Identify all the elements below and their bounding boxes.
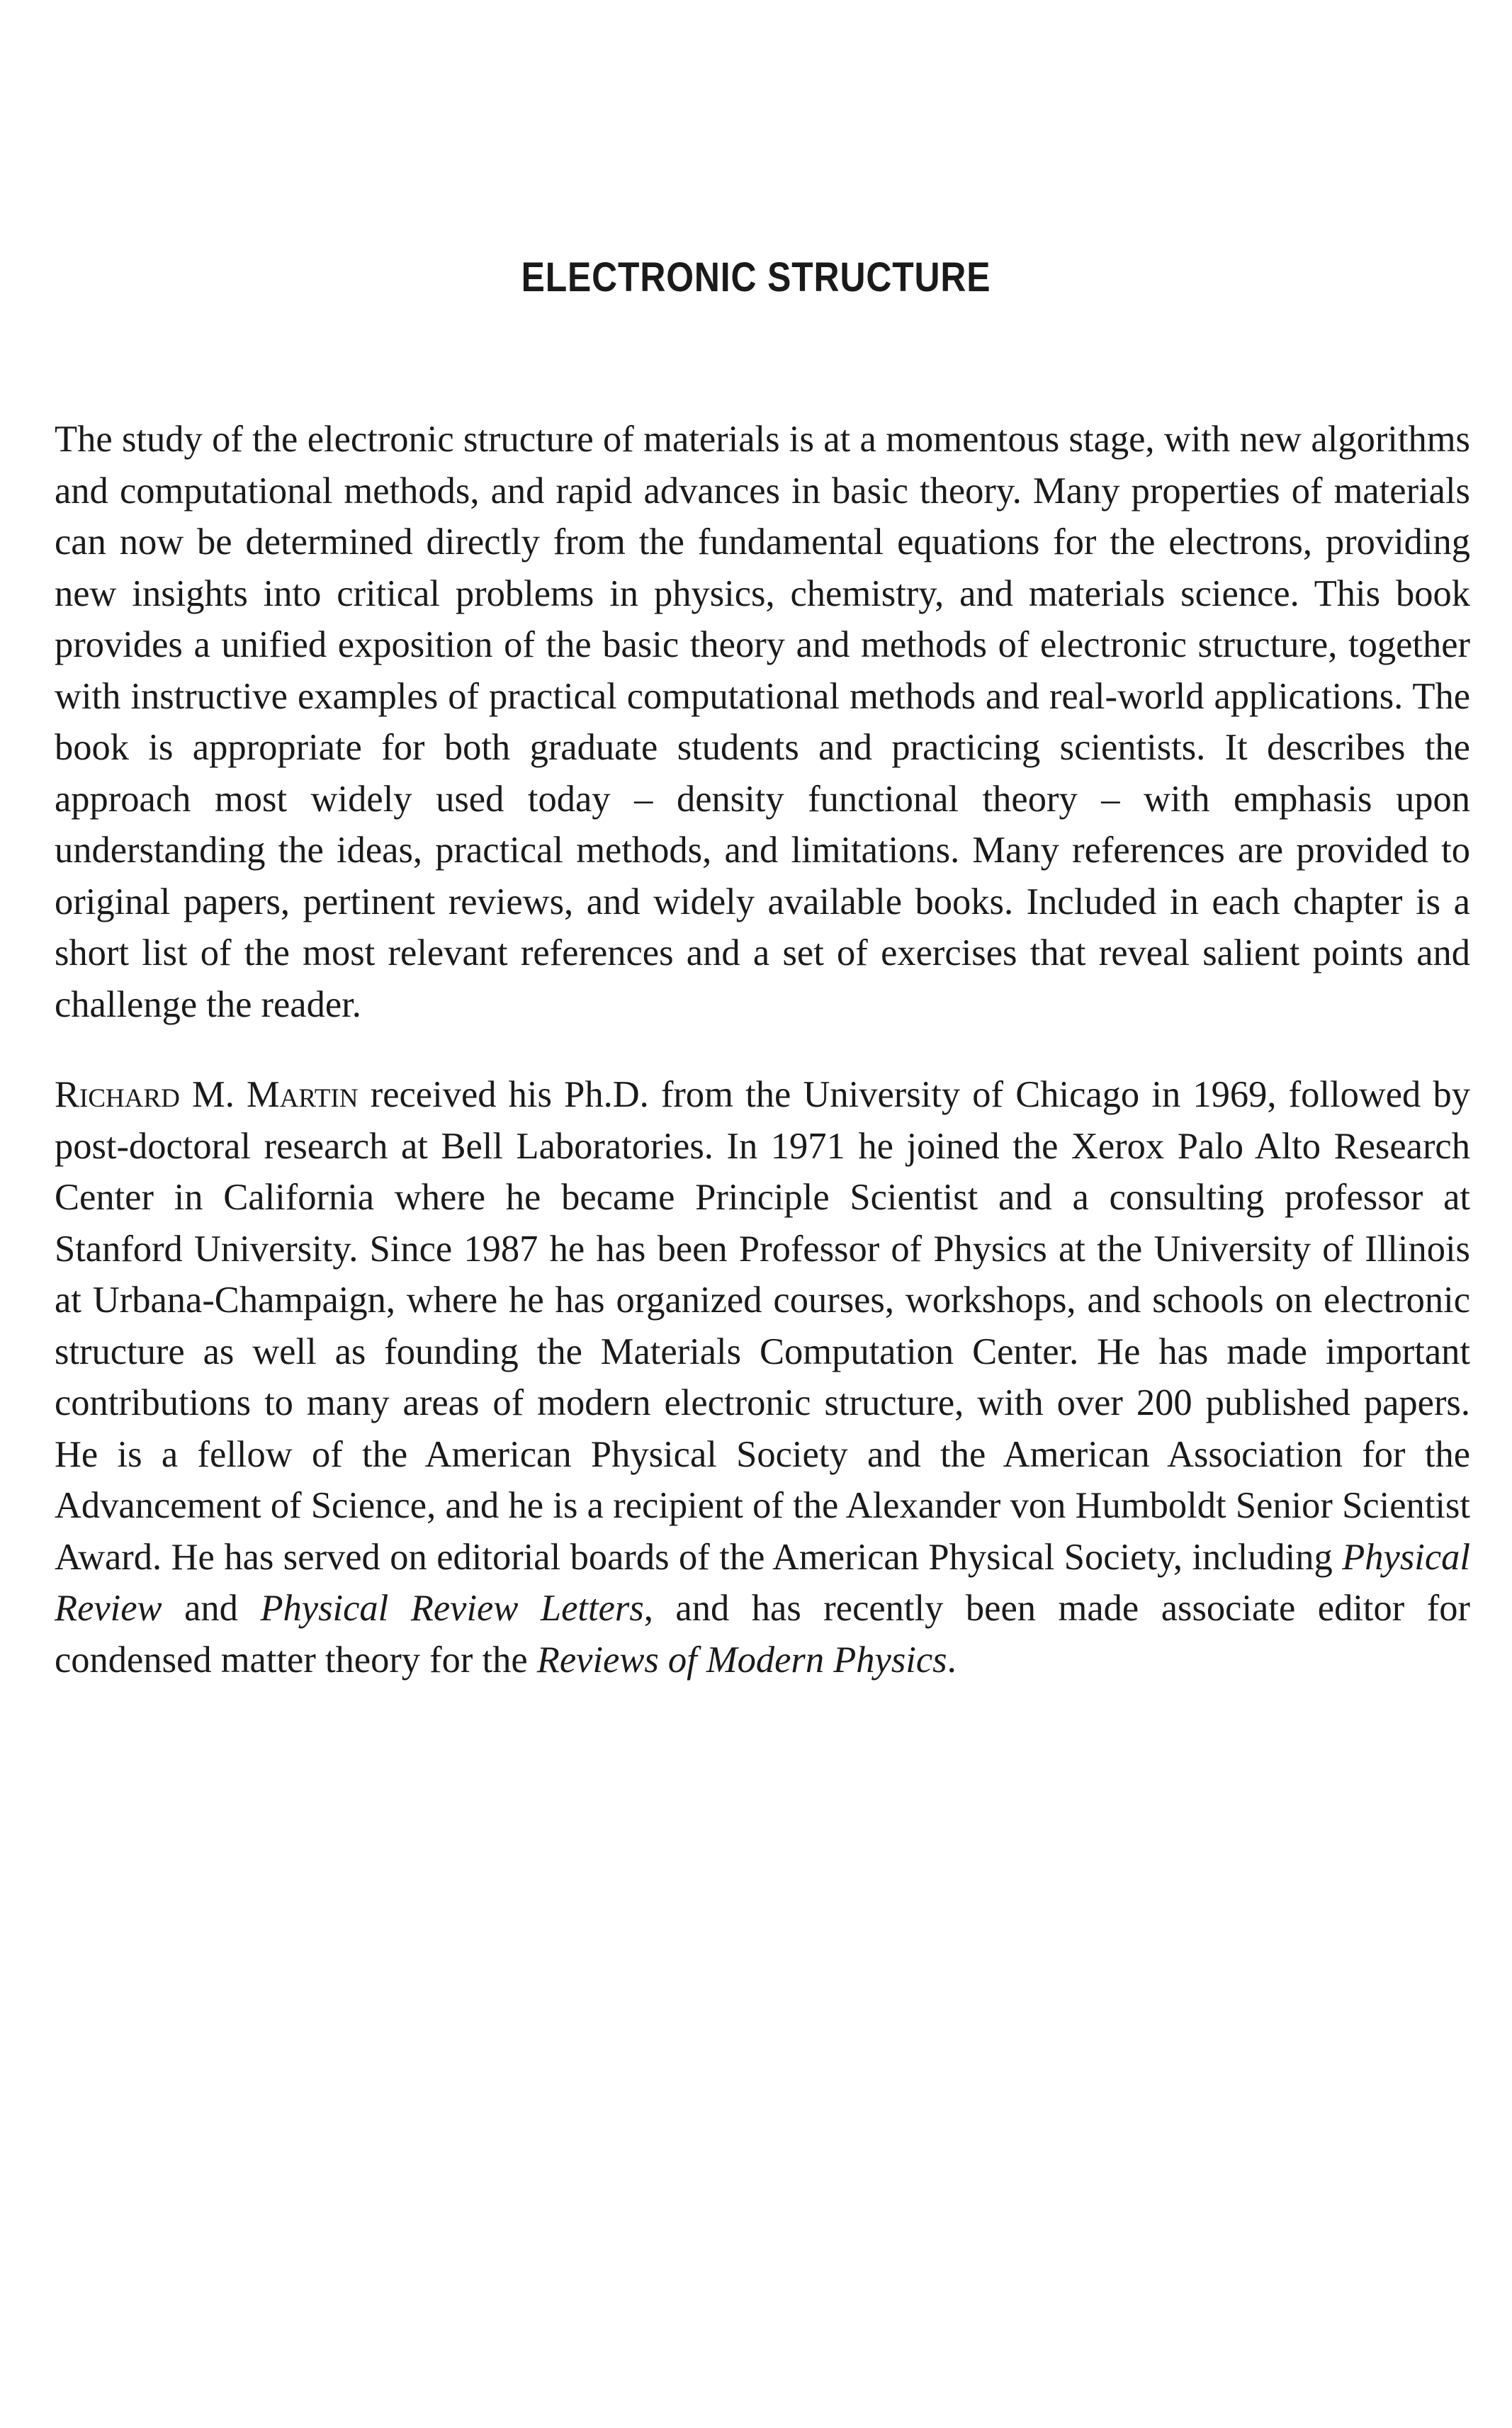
bio-text-part-1: received his Ph.D. from the University of Chicago in 1969, followed by post-doctoral research at Bell Laboratories. In 1971 he joined the Xerox Palo Alto Research Center in California where he became Principle Scientist and a consulting professor at Stanford University. Since 1987 he has been Professor of Physics at the University of Illinois at Urbana-Champaign, where he has organized courses, workshops, and schools on electronic structure as well as founding the Materials Computation Center. He has made important contributions to many areas of modern electronic structure, with over 200 published papers. He is a fellow of the American Physical Society and the American Association for the Advancement of Science, and he is a recipient of the Alexander von Humboldt Senior Scientist Award. He has served on editorial boards of the American Physical Society, including: [55, 1074, 1470, 1578]
author-bio-paragraph: [55, 1069, 1470, 1686]
bio-text-part-3: , and has recently been made associate editor for condensed matter theory for the: [55, 1588, 1470, 1681]
journal-title-physical-review: Physical Review: [55, 1536, 1470, 1629]
book-abstract-paragraph: The study of the electronic structure of materials is at a momentous stage, with new algorithms and computational methods, and rapid advances in basic theory. Many properties of materials can now be determined directly from the fundamental equations for the electrons, providing new insights into critical problems in physics, chemistry, and materials science. This book provides a unified exposition of the basic theory and methods of electronic structure, together with instructive examples of practical computational methods and real-world applications. The book is appropriate for both graduate students and practicing scientists. It describes the approach most widely used today – density functional theory – with emphasis upon understanding the ideas, practical methods, and limitations. Many references are provided to original papers, pertinent reviews, and widely available books. Included in each chapter is a short list of the most relevant references and a set of exercises that reveal salient points and challenge the reader.: [55, 419, 1470, 1025]
journal-title-physical-review-letters: Physical Review Letters: [260, 1588, 644, 1629]
page-title: ELECTRONIC STRUCTURE: [521, 254, 991, 300]
bio-text-part-4: .: [947, 1639, 957, 1681]
author-name: Richard M. Martin: [55, 1074, 359, 1115]
bio-text-part-2: and: [162, 1588, 261, 1629]
journal-title-reviews-of-modern-physics: Reviews of Modern Physics: [536, 1639, 947, 1681]
